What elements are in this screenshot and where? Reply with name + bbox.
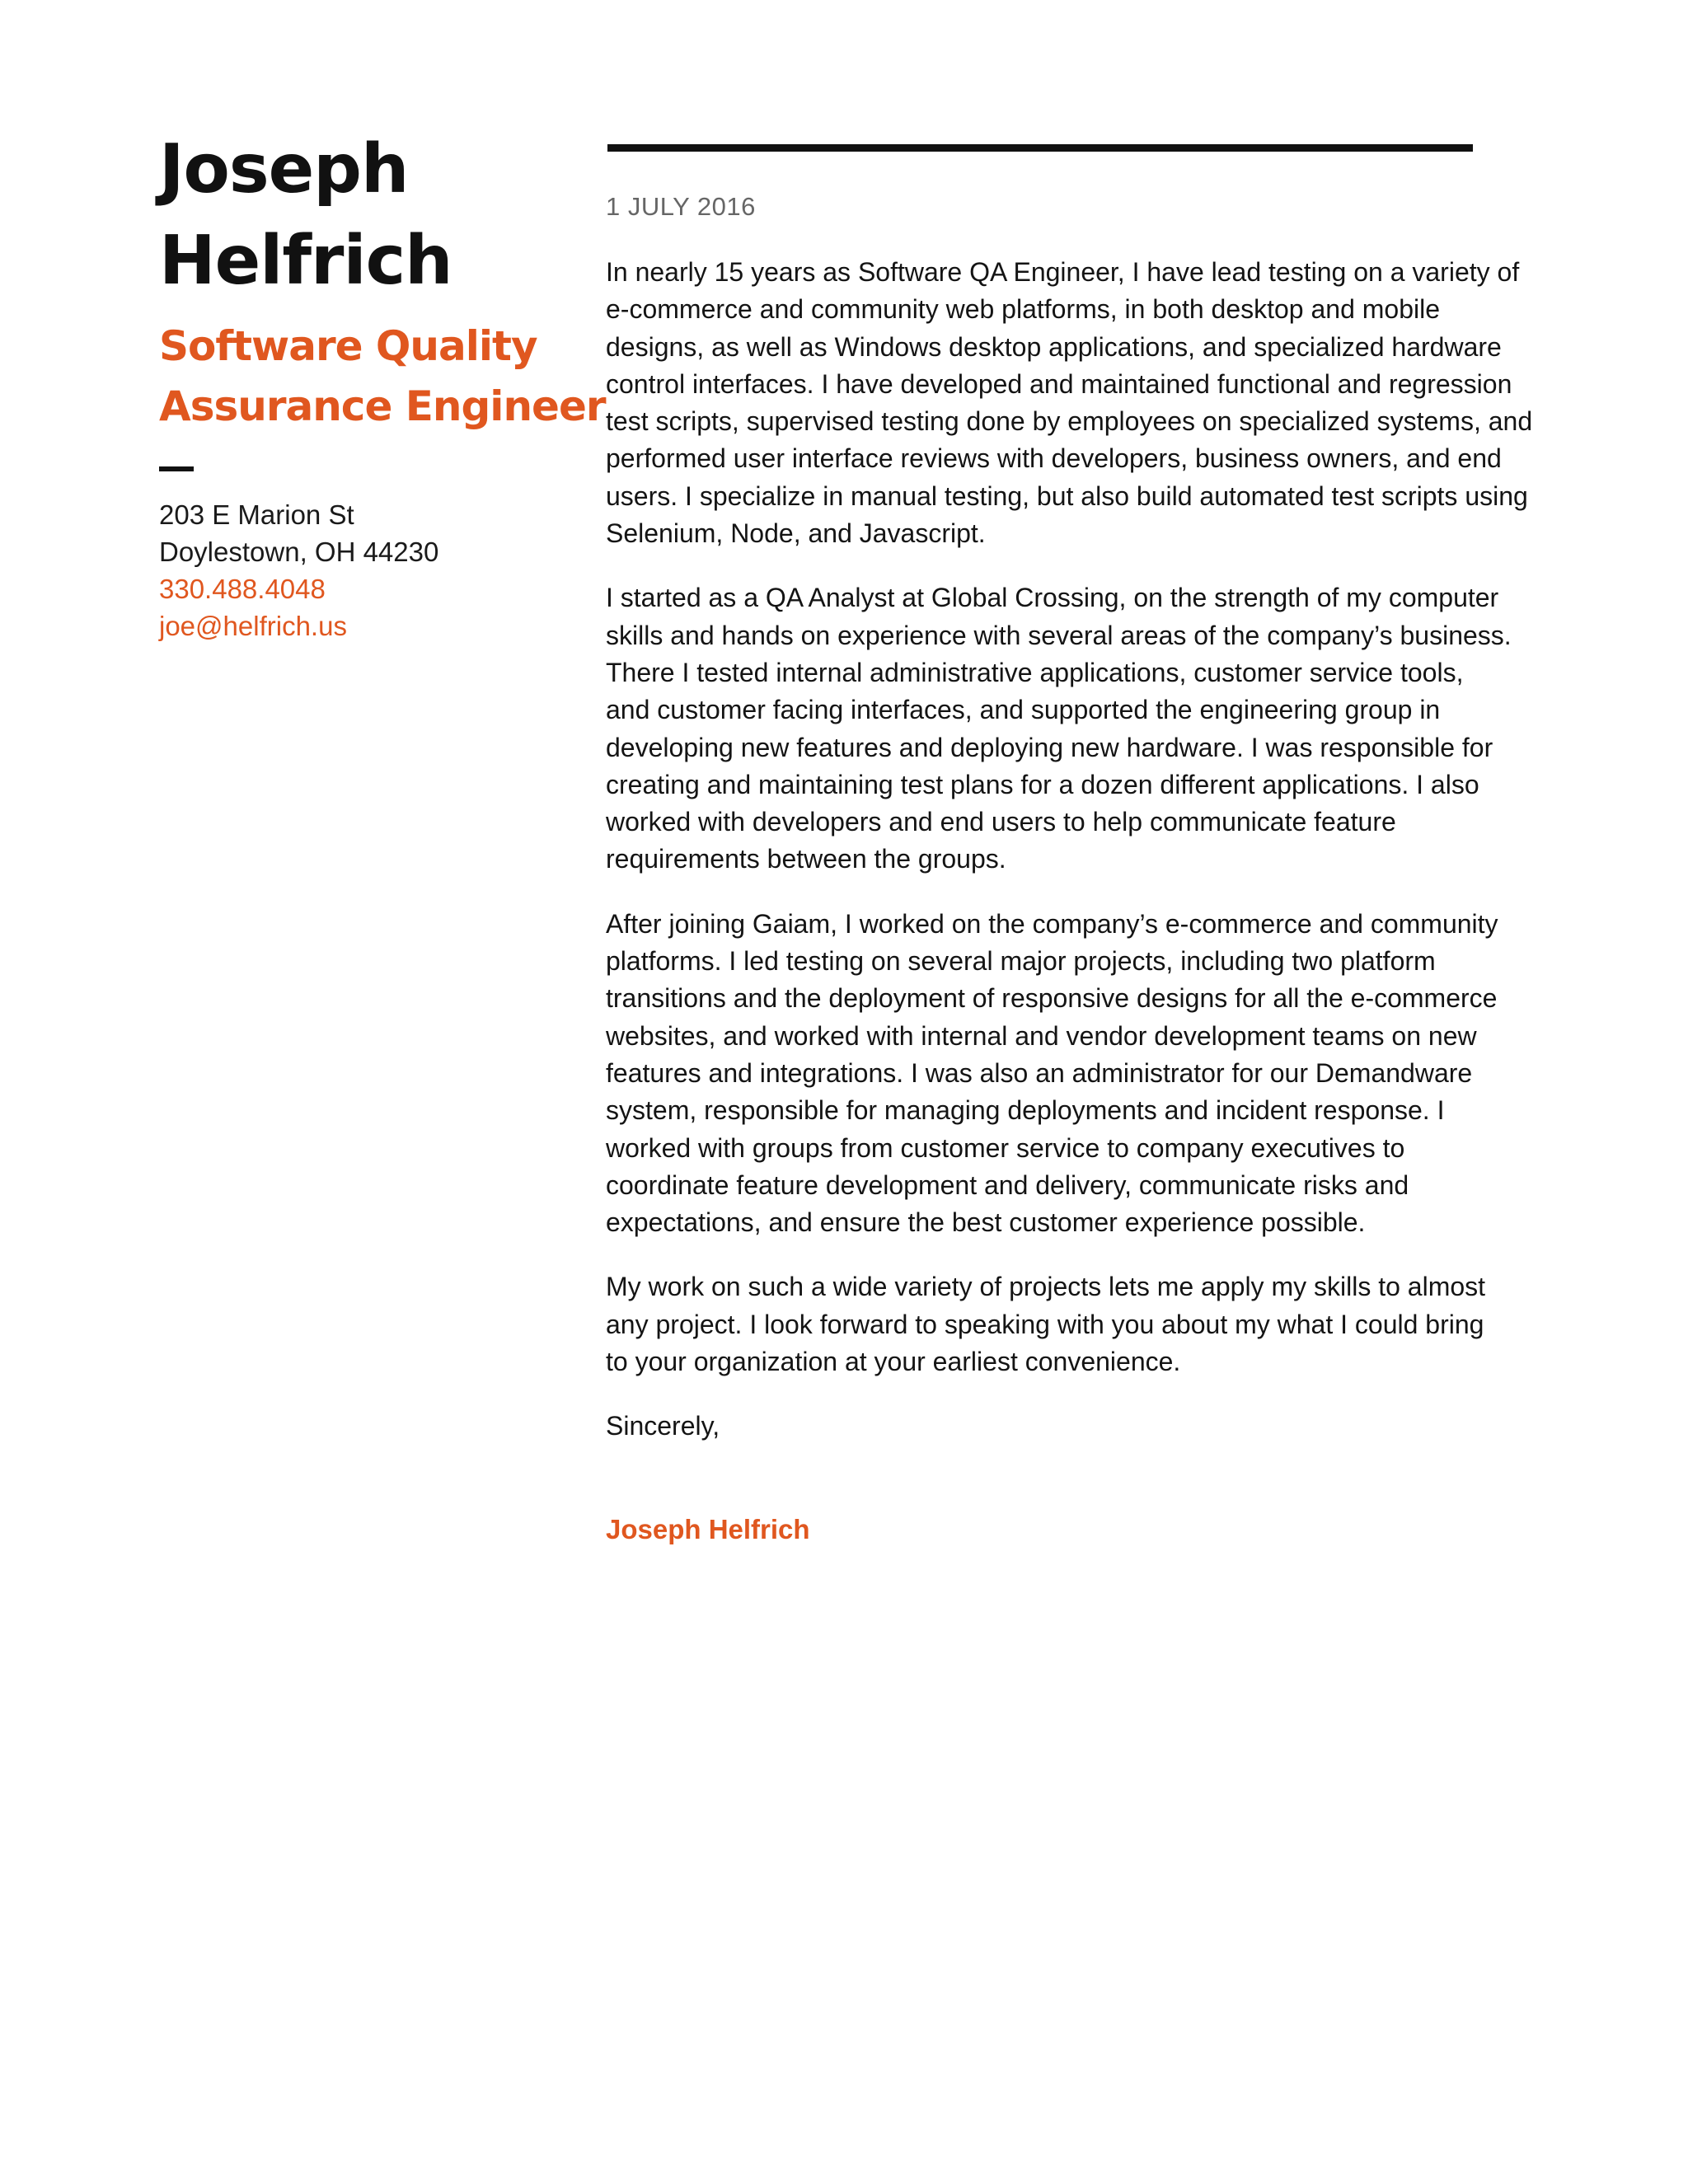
paragraph-3 <box>606 906 1545 1242</box>
applicant-name <box>159 124 588 307</box>
contact-block <box>159 496 588 644</box>
paragraph-line: to your organization at your earliest convenience. <box>606 1347 1181 1377</box>
paragraph-line: In nearly 15 years as Software QA Engineer, I have lead testing on a variety of <box>606 257 1520 287</box>
paragraph-line: coordinate feature development and delivery, communicate risks and <box>606 1169 1409 1200</box>
paragraph-line: system, responsible for managing deployments and incident response. I <box>606 1095 1445 1126</box>
paragraph-line: skills and hands on experience with several areas of the company’s business. <box>606 620 1512 650</box>
paragraph-line: worked with groups from customer service to company executives to <box>606 1132 1405 1163</box>
top-rule-divider <box>607 144 1473 152</box>
contact-city: Doylestown, OH 44230 <box>159 537 439 567</box>
applicant-first-name: Joseph <box>159 130 409 209</box>
paragraph-4 <box>606 1268 1545 1380</box>
paragraph-line: control interfaces. I have developed and maintained functional and regression <box>606 368 1512 399</box>
paragraph-line: features and integrations. I was also an administrator for our Demandware <box>606 1057 1473 1088</box>
applicant-last-name: Helfrich <box>159 222 452 300</box>
letter-date: 1 JULY 2016 <box>606 192 756 221</box>
divider-dash <box>159 466 194 471</box>
paragraph-line: and customer facing interfaces, and supported the engineering group in <box>606 695 1441 725</box>
paragraph-line: There I tested internal administrative applications, customer service tools, <box>606 657 1464 687</box>
paragraph-line: designs, as well as Windows desktop applications, and specialized hardware <box>606 331 1502 362</box>
paragraph-2 <box>606 579 1545 878</box>
paragraph-line: any project. I look forward to speaking with you about my what I could bring <box>606 1309 1484 1339</box>
paragraph-1 <box>606 254 1545 552</box>
paragraph-line: e-commerce and community web platforms, in both desktop and mobile <box>606 294 1441 325</box>
sidebar <box>159 124 606 644</box>
letter-body <box>606 254 1545 1545</box>
job-title <box>159 316 606 437</box>
job-title-line-2: Assurance Engineer <box>159 382 606 430</box>
letter-closing: Sincerely, <box>606 1411 720 1441</box>
letter-signature: Joseph Helfrich <box>606 1514 810 1545</box>
contact-phone-link[interactable]: 330.488.4048 <box>159 574 326 604</box>
paragraph-line: After joining Gaiam, I worked on the company’s e-commerce and community <box>606 908 1498 939</box>
contact-email-link[interactable]: joe@helfrich.us <box>159 611 347 641</box>
paragraph-line: My work on such a wide variety of projects lets me apply my skills to almost <box>606 1272 1486 1302</box>
paragraph-line: test scripts, supervised testing done by employees on specialized systems, and <box>606 406 1533 437</box>
paragraph-line: I started as a QA Analyst at Global Crossing, on the strength of my computer <box>606 583 1499 613</box>
paragraph-line: platforms. I led testing on several major projects, including two platform <box>606 946 1436 977</box>
paragraph-line: users. I specialize in manual testing, but also build automated test scripts using <box>606 480 1528 511</box>
paragraph-line: websites, and worked with internal and vendor development teams on new <box>606 1020 1477 1051</box>
paragraph-line: developing new features and deploying new hardware. I was responsible for <box>606 732 1493 762</box>
paragraph-line: Selenium, Node, and Javascript. <box>606 518 986 549</box>
paragraph-line: transitions and the deployment of responsive designs for all the e-commerce <box>606 983 1498 1014</box>
paragraph-line: worked with developers and end users to help communicate feature <box>606 807 1396 837</box>
paragraph-line: requirements between the groups. <box>606 844 1006 874</box>
job-title-line-1: Software Quality <box>159 322 537 370</box>
contact-street: 203 E Marion St <box>159 499 354 530</box>
paragraph-line: expectations, and ensure the best customer experience possible. <box>606 1207 1366 1238</box>
paragraph-line: creating and maintaining test plans for a dozen different applications. I also <box>606 769 1479 799</box>
paragraph-line: performed user interface reviews with developers, business owners, and end <box>606 443 1502 474</box>
